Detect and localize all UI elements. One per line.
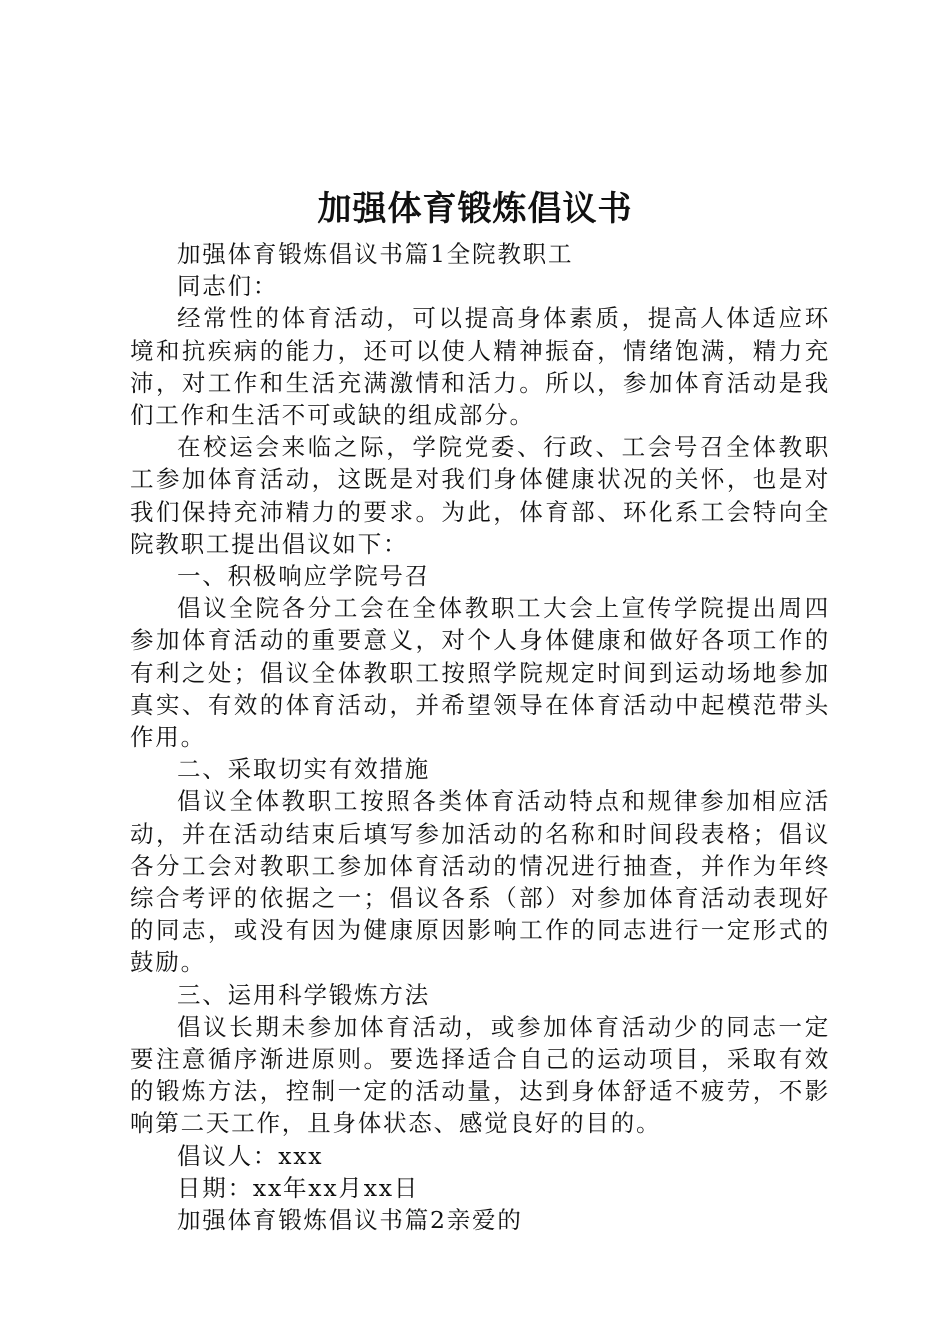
subheading-2: 二、采取切实有效措施: [177, 755, 430, 784]
body-paragraph: 倡议全院各分工会在全体教职工大会上宣传学院提出周四参加体育活动的重要意义，对个人身体健康和做好各项工作的有利之处；倡议全体教职工按照学院规定时间到运动场地参加真实、有效的体育活动，并希望领导在体育活动中起模范带头作用。: [130, 594, 830, 752]
document-title: 加强体育锻炼倡议书: [317, 189, 633, 229]
body-paragraph: 在校运会来临之际，学院党委、行政、工会号召全体教职工参加体育活动，这既是对我们身体健康状况的关怀，也是对我们保持充沛精力的要求。为此，体育部、环化系工会特向全院教职工提出倡议如下：: [130, 433, 830, 558]
document-body: [130, 238, 830, 1236]
section-heading-part-2: 加强体育锻炼倡议书篇2亲爱的: [177, 1206, 523, 1235]
date-line: 日期：xx年xx月xx日: [177, 1173, 420, 1202]
subheading-3: 三、运用科学锻炼方法: [177, 980, 430, 1009]
signature-line: 倡议人：xxx: [177, 1141, 324, 1170]
subheading-1: 一、积极响应学院号召: [177, 562, 430, 591]
section-heading-part-1: 加强体育锻炼倡议书篇1全院教职工: [177, 240, 574, 268]
body-paragraph: 倡议长期未参加体育活动，或参加体育活动少的同志一定要注意循序渐进原则。要选择适合自己的运动项目，采取有效的锻炼方法，控制一定的活动量，达到身体舒适不疲劳，不影响第二天工作，且身体状态、感觉良好的目的。: [130, 1012, 830, 1138]
salutation: 同志们：: [177, 272, 279, 301]
body-paragraph: 倡议全体教职工按照各类体育活动特点和规律参加相应活动，并在活动结束后填写参加活动的名称和时间段表格；倡议各分工会对教职工参加体育活动的情况进行抽查，并作为年终综合考评的依据之一；倡议各系（部）对参加体育活动表现好的同志，或没有因为健康原因影响工作的同志进行一定形式的鼓励。: [130, 787, 830, 977]
body-paragraph: 经常性的体育活动，可以提高身体素质，提高人体适应环境和抗疾病的能力，还可以使人精神振奋，情绪饱满，精力充沛，对工作和生活充满激情和活力。所以，参加体育活动是我们工作和生活不可或缺的组成部分。: [130, 304, 830, 430]
